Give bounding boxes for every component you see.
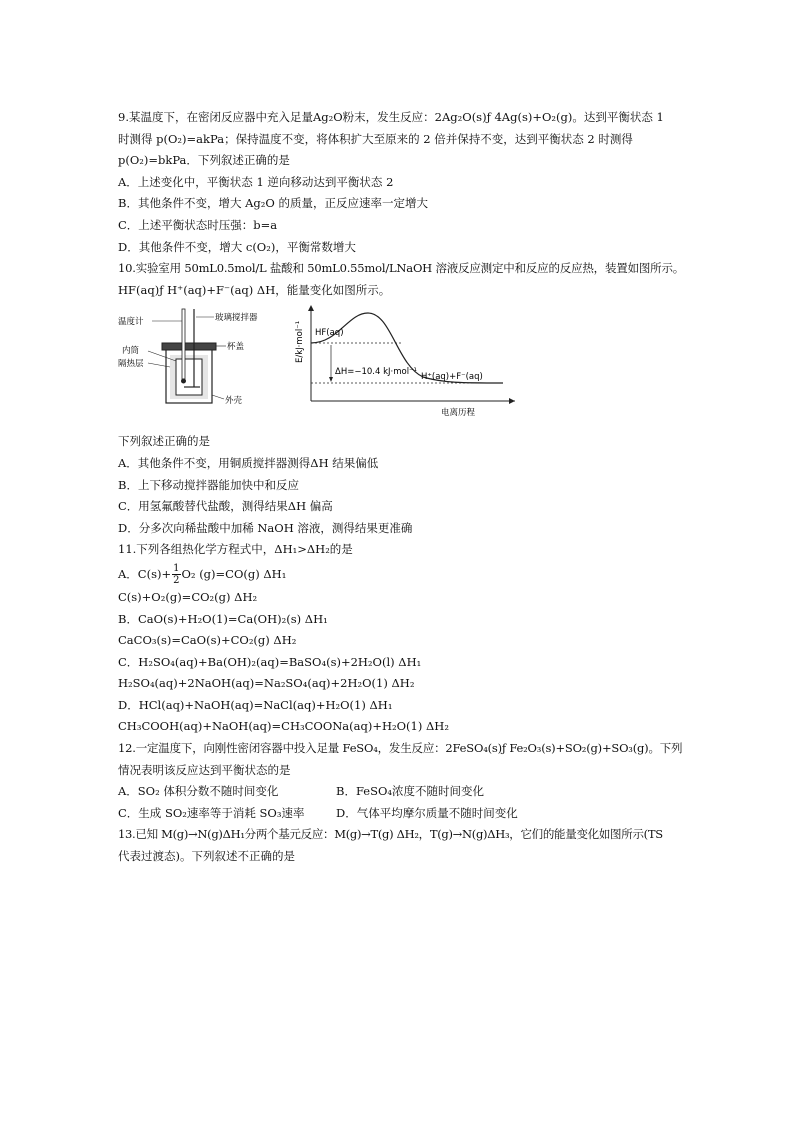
q9-option-d: D．其他条件不变，增大 c(O₂)，平衡常数增大 bbox=[118, 239, 356, 254]
q9-line-2: 时测得 p(O₂)=akPa；保持温度不变，将体积扩大至原来的 2 倍并保持不变，达到平衡状态 2 时测得 bbox=[118, 131, 633, 146]
label-thermometer: 温度计 bbox=[118, 317, 144, 328]
q10-line-1: 10.实验室用 50mL0.5mol/L 盐酸和 50mL0.55mol/LNaOH 溶液反应测定中和反应的反应热，装置如图所示。 bbox=[118, 261, 685, 276]
dh-label: ΔH=−10.4 kJ·mol⁻¹ bbox=[335, 367, 417, 378]
q12-options-ab bbox=[118, 781, 688, 803]
calorimeter-svg bbox=[118, 305, 268, 415]
q10-line-2: HF(aq)ƒ H⁺(aq)+F⁻(aq) ΔH，能量变化如图所示。 bbox=[118, 282, 391, 297]
thermometer-bulb bbox=[181, 379, 186, 384]
label-insulation: 隔热层 bbox=[118, 359, 144, 370]
q9-option-b: B．其他条件不变，增大 Ag₂O 的质量，正反应速率一定增大 bbox=[118, 196, 428, 211]
label-inner-cup: 内筒 bbox=[122, 346, 140, 357]
start-label: HF(aq) bbox=[315, 328, 344, 339]
q11-a1-prefix: A．C(s)+ bbox=[118, 566, 172, 581]
q12-option-b: B．FeSO₄浓度不随时间变化 bbox=[336, 784, 485, 799]
label-stirrer: 玻璃搅拌器 bbox=[215, 313, 258, 324]
q10-option-d: D．分多次向稀盐酸中加稀 NaOH 溶液，测得结果更准确 bbox=[118, 520, 413, 535]
energy-diagram-svg bbox=[293, 305, 523, 420]
label-lid: 杯盖 bbox=[227, 342, 245, 353]
q11-option-d-eq2: CH₃COOH(aq)+NaOH(aq)=CH₃COONa(aq)+H₂O(1) ΔH₂ bbox=[118, 719, 449, 734]
q11-option-a-eq2: C(s)+O₂(g)=CO₂(g) ΔH₂ bbox=[118, 589, 258, 604]
q12-options-cd bbox=[118, 803, 688, 825]
x-axis-label: 电离历程 bbox=[441, 408, 476, 419]
q9-option-c: C．上述平衡状态时压强：b=a bbox=[118, 217, 278, 232]
q10-figures bbox=[118, 305, 688, 425]
q11-option-b-eq2: CaCO₃(s)=CaO(s)+CO₂(g) ΔH₂ bbox=[118, 633, 297, 648]
question-11 bbox=[118, 539, 688, 738]
q10-stem: 下列叙述正确的是 bbox=[118, 434, 210, 449]
fraction-denominator: 2 bbox=[173, 575, 180, 587]
inner-cup-shape bbox=[176, 359, 202, 395]
q9-line-3: p(O₂)=bkPa．下列叙述正确的是 bbox=[118, 153, 290, 168]
q11-option-a-eq1 bbox=[118, 561, 688, 587]
q10-option-b: B．上下移动搅拌器能加快中和反应 bbox=[118, 477, 299, 492]
q9-option-a: A．上述变化中，平衡状态 1 逆向移动达到平衡状态 2 bbox=[118, 174, 394, 189]
q10-option-c: C．用氢氟酸替代盐酸，测得结果ΔH 偏高 bbox=[118, 499, 333, 514]
energy-diagram bbox=[293, 305, 523, 420]
q11-option-c-eq2: H₂SO₄(aq)+2NaOH(aq)=Na₂SO₄(aq)+2H₂O(1) ΔH₂ bbox=[118, 676, 415, 691]
q9-line-1: 9.某温度下，在密闭反应器中充入足量Ag₂O粉末，发生反应：2Ag₂O(s)ƒ 4Ag(s)+O₂(g)。达到平衡状态 1 bbox=[118, 110, 664, 124]
fraction-half bbox=[172, 563, 180, 586]
calorimeter-diagram bbox=[118, 305, 268, 415]
lid-shape bbox=[162, 343, 216, 350]
q10-option-a: A．其他条件不变，用铜质搅拌器测得ΔH 结果偏低 bbox=[118, 455, 379, 470]
q13-line-1: 13.已知 M(g)→N(g)ΔH₁分两个基元反应：M(g)→T(g) ΔH₂，T(g)→N(g)ΔH₃，它们的能量变化如图所示(TS bbox=[118, 827, 663, 842]
q12-option-a: A．SO₂ 体积分数不随时间变化 bbox=[118, 784, 279, 799]
q11-option-d-eq1: D．HCl(aq)+NaOH(aq)=NaCl(aq)+H₂O(1) ΔH₁ bbox=[118, 697, 393, 712]
question-12 bbox=[118, 738, 688, 824]
q11-a1-suffix: O₂ (g)=CO(g) ΔH₁ bbox=[181, 566, 287, 581]
q13-line-2: 代表过渡态)。下列叙述不正确的是 bbox=[118, 849, 295, 864]
q12-line-2: 情况表明该反应达到平衡状态的是 bbox=[118, 762, 291, 777]
question-10 bbox=[118, 258, 688, 539]
thermometer-shape bbox=[182, 309, 185, 379]
question-13 bbox=[118, 824, 688, 867]
q11-stem: 11.下列各组热化学方程式中，ΔH₁>ΔH₂的是 bbox=[118, 542, 353, 557]
q12-option-c: C．生成 SO₂速率等于消耗 SO₃速率 bbox=[118, 805, 305, 820]
exam-page bbox=[118, 107, 688, 868]
label-shell: 外壳 bbox=[225, 396, 243, 407]
question-9 bbox=[118, 107, 688, 258]
q12-line-1: 12.一定温度下，向刚性密闭容器中投入足量 FeSO₄，发生反应：2FeSO₄(s)ƒ Fe₂O₃(s)+SO₂(g)+SO₃(g)。下列 bbox=[118, 741, 683, 756]
fraction-numerator: 1 bbox=[173, 563, 180, 575]
end-label: H⁺(aq)+F⁻(aq) bbox=[421, 372, 483, 383]
y-axis-label: E/kJ·mol⁻¹ bbox=[295, 321, 305, 364]
q12-option-d: D．气体平均摩尔质量不随时间变化 bbox=[336, 805, 518, 820]
q11-option-c-eq1: C．H₂SO₄(aq)+Ba(OH)₂(aq)=BaSO₄(s)+2H₂O(l) ΔH₁ bbox=[118, 654, 422, 669]
q11-option-b-eq1: B．CaO(s)+H₂O(1)=Ca(OH)₂(s) ΔH₁ bbox=[118, 611, 328, 626]
